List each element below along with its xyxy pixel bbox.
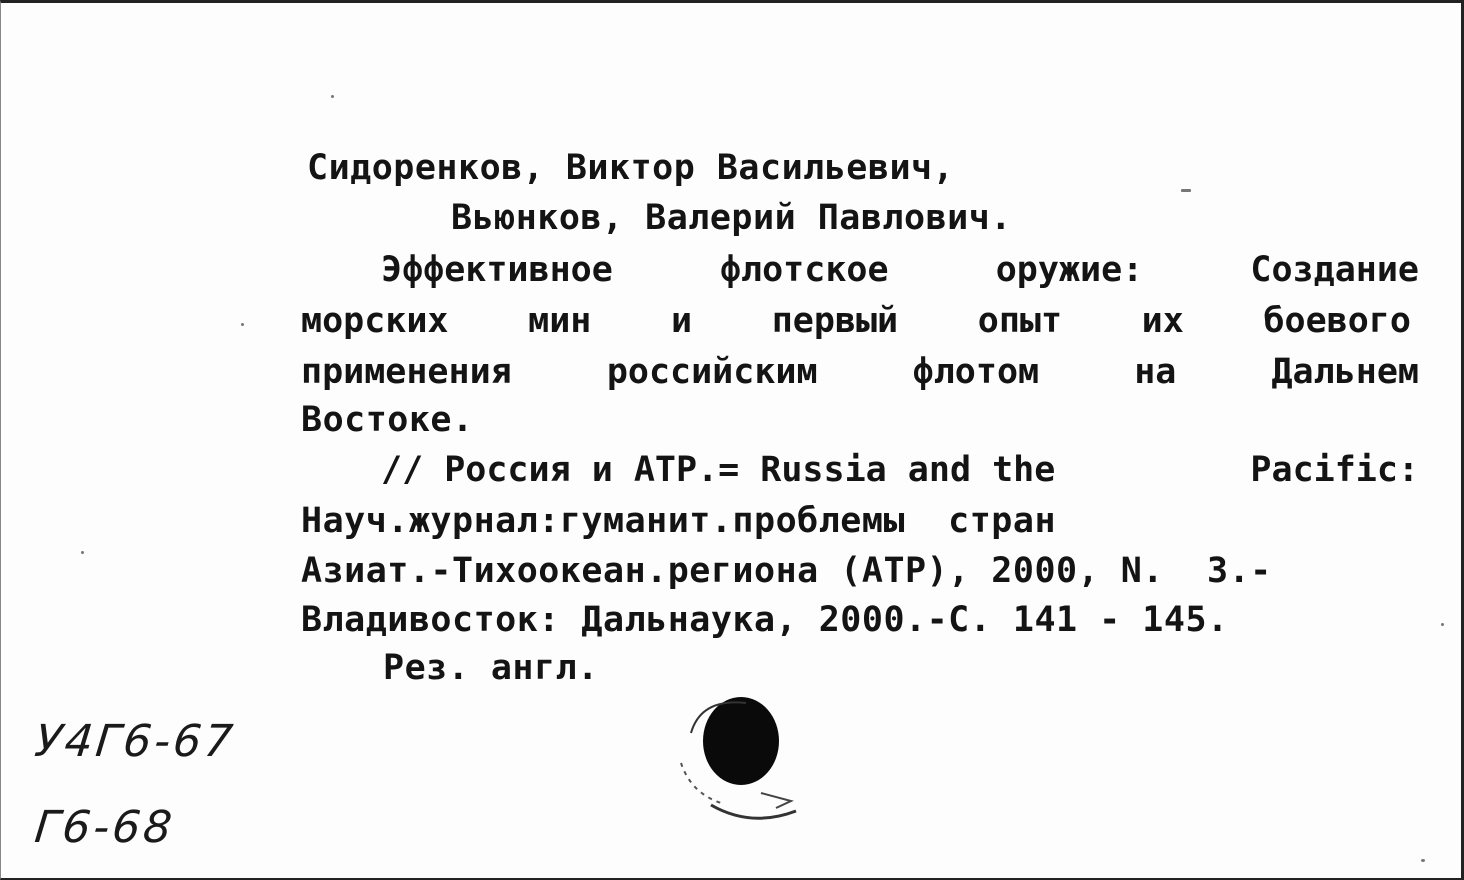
source-text: // Россия и АТР.= Russia and the bbox=[381, 450, 1056, 490]
title-word: мин bbox=[528, 301, 592, 341]
title-word: флотское bbox=[719, 250, 889, 290]
title-word: флотом bbox=[912, 352, 1040, 392]
speck bbox=[331, 95, 334, 98]
title-word: применения bbox=[301, 352, 512, 392]
punch-hole-graphic bbox=[661, 693, 811, 843]
title-line-3 bbox=[301, 347, 1419, 397]
title-word: и bbox=[670, 301, 693, 341]
coauthor-line: Вьюнков, Валерий Павлович. bbox=[451, 198, 1012, 238]
speck bbox=[241, 323, 244, 326]
source-text: Pacific: bbox=[1250, 450, 1419, 490]
author-line: Сидоренков, Виктор Васильевич, bbox=[307, 148, 955, 188]
title-line-1 bbox=[381, 245, 1419, 295]
title-last-line: Востоке. bbox=[301, 400, 474, 440]
title-word: на bbox=[1134, 352, 1177, 392]
title-line-2 bbox=[301, 296, 1411, 346]
speck bbox=[1441, 623, 1444, 626]
speck bbox=[1421, 859, 1425, 862]
title-word: Эффективное bbox=[381, 250, 613, 290]
summary-note: Рез. англ. bbox=[383, 648, 599, 688]
title-word: российским bbox=[606, 352, 818, 392]
title-word: боевого bbox=[1263, 301, 1411, 341]
title-word: морских bbox=[301, 301, 449, 341]
shelf-mark-2: Г6-68 bbox=[32, 802, 178, 853]
title-word: опыт bbox=[977, 301, 1063, 341]
title-word: Дальнем bbox=[1271, 352, 1419, 392]
source-line-3: Азиат.-Тихоокеан.региона (АТР), 2000, N. 3.- bbox=[301, 551, 1272, 591]
speck bbox=[1181, 189, 1191, 192]
source-line-2: Науч.журнал:гуманит.проблемы стран bbox=[301, 501, 1057, 541]
title-word: первый bbox=[771, 301, 899, 341]
speck bbox=[81, 551, 84, 554]
punch-hole bbox=[661, 693, 811, 843]
source-line-1 bbox=[381, 445, 1419, 495]
source-line-4: Владивосток: Дальнаука, 2000.-С. 141 - 145. bbox=[301, 600, 1229, 640]
shelf-mark-1: У4Г6-67 bbox=[32, 716, 238, 767]
title-word: их bbox=[1141, 301, 1184, 341]
title-word: Создание bbox=[1250, 250, 1419, 290]
title-word: оружие: bbox=[995, 250, 1144, 290]
